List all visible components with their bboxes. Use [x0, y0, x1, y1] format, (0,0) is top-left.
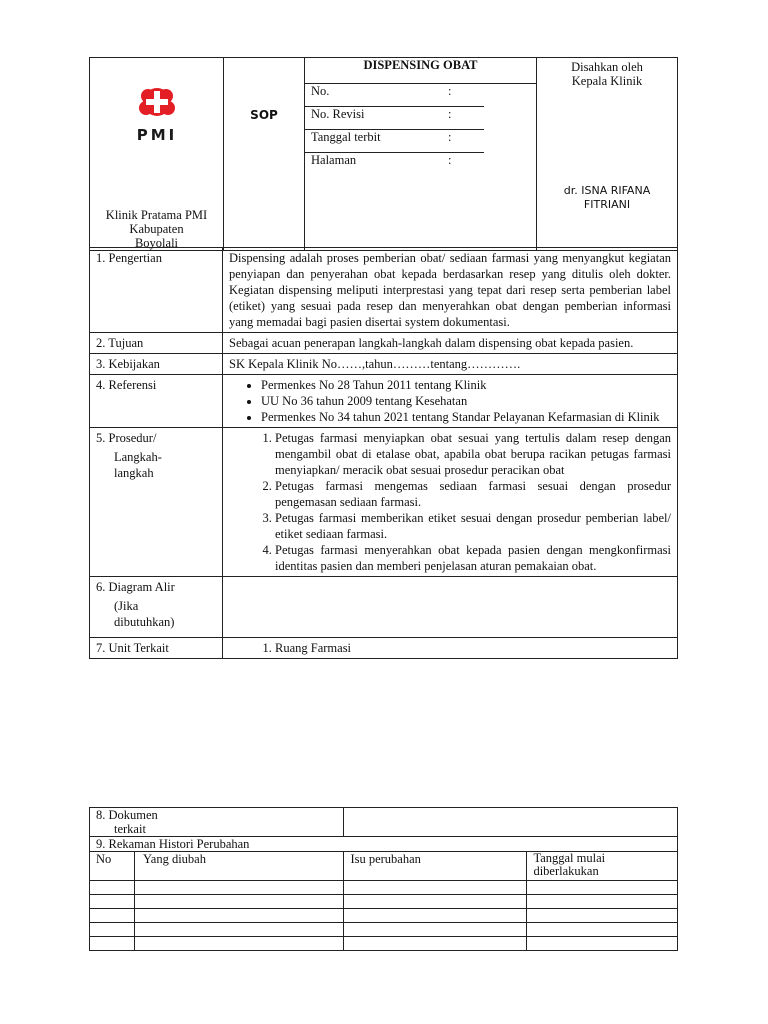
prosedur-list-cell [223, 428, 678, 577]
prosedur-label-3: langkah [114, 466, 154, 480]
row-tujuan [90, 333, 678, 354]
list-item: • Permenkes No 34 tahun 2021 tentang Standar Pelayanan Kefarmasian di Klinik [261, 409, 671, 425]
meta-row [305, 84, 536, 107]
rekaman-title: 9. Rekaman Histori Perubahan [90, 837, 678, 852]
meta-row [305, 152, 536, 175]
label-unit: 7. Unit Terkait [90, 638, 223, 659]
dokumen-label-1: 8. Dokumen [96, 808, 158, 822]
org-line-1: Klinik Pratama PMI [105, 208, 208, 222]
row-pengertian [90, 248, 678, 333]
text-tujuan: Sebagai acuan penerapan langkah-langkah dalam dispensing obat kepada pasien. [223, 333, 678, 354]
approved-line-1: Disahkan oleh [571, 60, 643, 74]
content-table [89, 247, 678, 659]
row-kebijakan [90, 354, 678, 375]
text-kebijakan: SK Kepala Klinik No……,tahun………tentang…………. [223, 354, 678, 375]
org-line-3: Boyolali [134, 236, 179, 250]
row-diagram [90, 577, 678, 638]
sop-label: SOP [224, 58, 305, 251]
dokumen-cell [344, 808, 678, 837]
org-cell [90, 58, 224, 251]
table-row [90, 881, 678, 895]
unit-list-cell [223, 638, 678, 659]
list-item: 1. Petugas farmasi menyiapkan obat sesuai yang tertulis dalam resep dengan mengambil obat di etalase obat, apabila obat berupa racikan petugas farmasi menyiapkan/ meracik obat sesuai prosedur peracikan obat [275, 430, 671, 478]
label-referensi: 4. Referensi [90, 375, 223, 428]
col-no: No [90, 852, 135, 881]
unit-list [229, 640, 671, 656]
meta-label: No. [305, 84, 442, 107]
row-prosedur [90, 428, 678, 577]
meta-colon: : [442, 106, 484, 129]
approval-cell [537, 58, 678, 251]
signer-line-1: dr. ISNA RIFANA [563, 184, 651, 197]
list-item: 3. Petugas farmasi memberikan etiket sesuai dengan prosedur pemberian label/ etiket sediaan farmasi. [275, 510, 671, 542]
row-rekaman-title [90, 837, 678, 852]
red-cross-flower-icon [139, 88, 175, 116]
meta-colon: : [442, 129, 484, 152]
prosedur-list [229, 430, 671, 574]
logo-text: PMI [136, 126, 177, 144]
row-dokumen [90, 808, 678, 837]
row-unit [90, 638, 678, 659]
history-header-row [90, 852, 678, 881]
list-item: 2. Petugas farmasi mengemas sediaan farmasi sesuai dengan prosedur pengemasan sediaan farmasi. [275, 478, 671, 510]
referensi-list-cell [223, 375, 678, 428]
diagram-label-2: (Jika [114, 599, 139, 613]
meta-row [305, 129, 536, 152]
meta-label: Halaman [311, 152, 357, 167]
label-pengertian: 1. Pengertian [90, 248, 223, 333]
label-diagram [90, 577, 223, 638]
label-prosedur [90, 428, 223, 577]
referensi-list [229, 377, 671, 425]
label-kebijakan: 3. Kebijakan [90, 354, 223, 375]
list-item: • UU No 36 tahun 2009 tentang Kesehatan [261, 393, 671, 409]
diagram-cell [223, 577, 678, 638]
col-tanggal: Tanggal mulai diberlakukan [527, 852, 678, 881]
meta-cell [305, 83, 537, 250]
table-row [90, 909, 678, 923]
col-yang-diubah: Yang diubah [135, 852, 344, 881]
diagram-label-1: 6. Diagram Alir [96, 580, 175, 594]
text-pengertian: Dispensing adalah proses pemberian obat/ sediaan farmasi yang menyangkut kegiatan penyiapan dan penyerahan obat kepada berdasarkan resep yang ditulis oleh dokter. Kegiatan dispensing meliputi interprestasi yang tepat dari resep serta pemberian label (etiket) yang sesuai pada resep dan menyerahkan obat dengan pemberian informasi yang memadai bagi pasien disertai system dokumentasi. [223, 248, 678, 333]
table-row [90, 937, 678, 951]
meta-label: No. Revisi [305, 106, 442, 129]
meta-colon: : [442, 84, 484, 107]
row-referensi [90, 375, 678, 428]
meta-row [305, 106, 536, 129]
history-table [89, 807, 678, 951]
label-dokumen [90, 808, 344, 837]
list-item: 1. Ruang Farmasi [275, 640, 671, 656]
prosedur-label-1: 5. Prosedur/ [96, 431, 157, 445]
prosedur-label-2: Langkah- [114, 450, 162, 464]
doc-title: DISPENSING OBAT [305, 58, 537, 84]
list-item: 4. Petugas farmasi menyerahkan obat kepada pasien dengan mengkonfirmasi identitas pasien dan memberi penjelasan aturan pemakaian obat. [275, 542, 671, 574]
pmi-logo [122, 84, 192, 146]
approved-line-2: Kepala Klinik [571, 74, 643, 88]
org-line-2: Kabupaten [129, 222, 184, 236]
table-row [90, 895, 678, 909]
dokumen-label-2: terkait [114, 822, 146, 836]
meta-label: Tanggal terbit [305, 129, 442, 152]
diagram-label-3: dibutuhkan) [114, 615, 175, 629]
list-item: • Permenkes No 28 Tahun 2011 tentang Klinik [261, 377, 671, 393]
signer-line-2: FITRIANI [583, 198, 631, 211]
table-row [90, 923, 678, 937]
meta-colon: : [448, 152, 452, 167]
label-tujuan: 2. Tujuan [90, 333, 223, 354]
col-isu: Isu perubahan [344, 852, 527, 881]
header-table [89, 57, 678, 251]
